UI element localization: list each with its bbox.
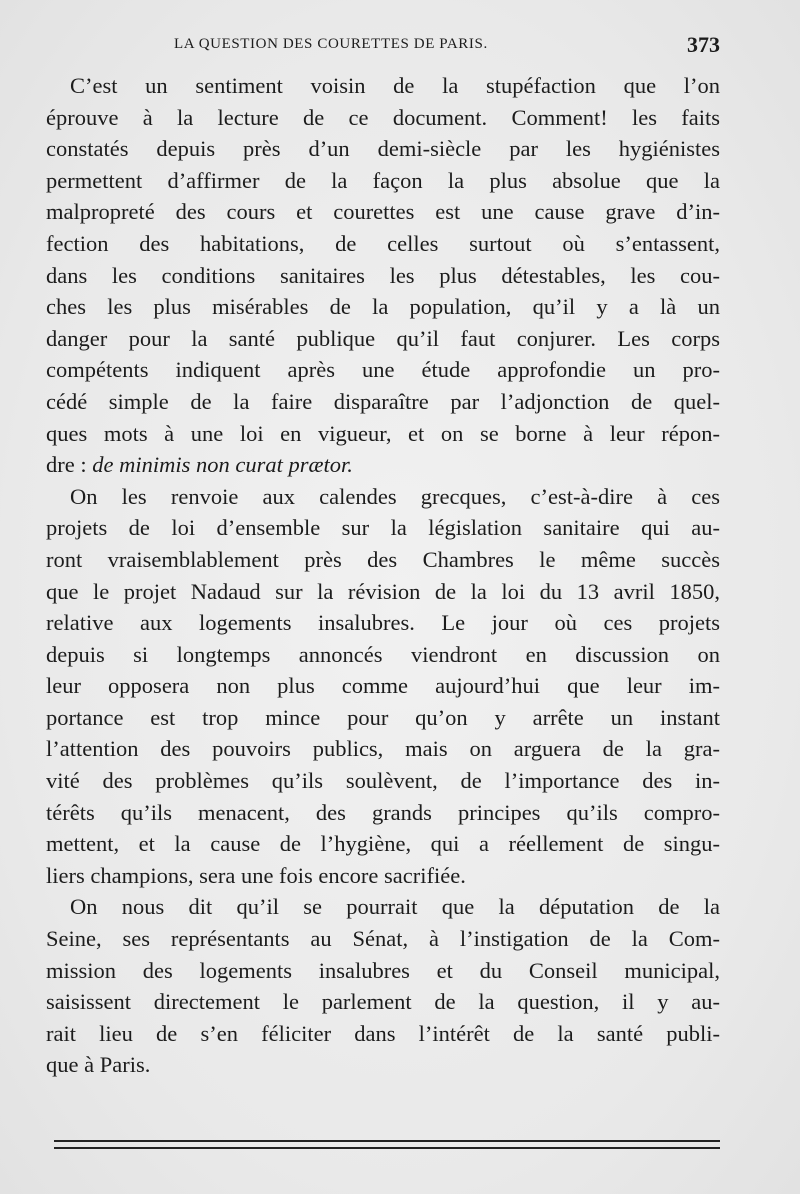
text-line: éprouve à la lecture de ce document. Comment! les faits — [46, 104, 720, 130]
rule-line — [54, 1140, 720, 1142]
text-line: que le projet Nadaud sur la révision de la loi du 13 avril 1850, — [46, 578, 720, 604]
latin-quote: de minimis non curat prætor. — [92, 452, 353, 478]
text-line: fection des habitations, de celles surtout où s’entassent, — [46, 230, 720, 256]
text-line: On les renvoie aux calendes grecques, c’est-à-dire à ces — [70, 483, 720, 509]
text-line: On nous dit qu’il se pourrait que la députation de la — [70, 894, 720, 920]
text-line: depuis si longtemps annoncés viendront en discussion on — [46, 641, 720, 667]
footer-double-rule — [54, 1140, 720, 1154]
text-line: Seine, ses représentants au Sénat, à l’instigation de la Com- — [46, 926, 720, 952]
text-line: leur opposera non plus comme aujourd’hui que leur im- — [46, 673, 720, 699]
text-line: rait lieu de s’en féliciter dans l’intérêt de la santé publi- — [46, 1020, 720, 1046]
text-line: liers champions, sera une fois encore sacrifiée. — [46, 862, 466, 888]
text-line: ques mots à une loi en vigueur, et on se borne à leur répon- — [46, 420, 720, 446]
text-line: térêts qu’ils menacent, des grands principes qu’ils compro- — [46, 799, 720, 825]
paragraph-3 — [46, 891, 720, 1081]
text-line: dans les conditions sanitaires les plus détestables, les cou- — [46, 262, 720, 288]
rule-line — [54, 1147, 720, 1149]
text-line: C’est un sentiment voisin de la stupéfaction que l’on — [70, 73, 720, 98]
text-segment: dre : — [46, 452, 93, 478]
text-line: ront vraisemblablement près des Chambres le même succès — [46, 546, 720, 572]
running-title: LA QUESTION DES COURETTES DE PARIS. — [174, 36, 488, 52]
text-line — [46, 449, 720, 481]
text-line: mission des logements insalubres et du Conseil municipal, — [46, 957, 720, 983]
text-line: vité des problèmes qu’ils soulèvent, de l’importance des in- — [46, 768, 720, 794]
body-text — [46, 70, 720, 1081]
text-line: malpropreté des cours et courettes est une cause grave d’in- — [46, 199, 720, 225]
text-line: portance est trop mince pour qu’on y arrête un instant — [46, 704, 720, 730]
text-line: que à Paris. — [46, 1052, 151, 1078]
text-line: mettent, et la cause de l’hygiène, qui a réellement de singu- — [46, 831, 720, 857]
text-line: danger pour la santé publique qu’il faut conjurer. Les corps — [46, 325, 720, 351]
text-line: ches les plus misérables de la population, qu’il y a là un — [46, 294, 720, 320]
page-number: 373 — [687, 32, 720, 57]
text-line: l’attention des pouvoirs publics, mais on arguera de la gra- — [46, 736, 720, 762]
text-line: projets de loi d’ensemble sur la législation sanitaire qui au- — [46, 515, 720, 541]
paragraph-1 — [46, 70, 720, 481]
page-header — [174, 32, 720, 60]
text-line: permettent d’affirmer de la façon la plus absolue que la — [46, 167, 720, 193]
text-line: compétents indiquent après une étude approfondie un pro- — [46, 357, 720, 383]
text-line: relative aux logements insalubres. Le jour où ces projets — [46, 610, 720, 636]
paragraph-2 — [46, 481, 720, 892]
text-line: cédé simple de la faire disparaître par l’adjonction de quel- — [46, 388, 720, 414]
text-line: constatés depuis près d’un demi-siècle par les hygiénistes — [46, 136, 720, 162]
text-line: saisissent directement le parlement de la question, il y au- — [46, 989, 720, 1015]
